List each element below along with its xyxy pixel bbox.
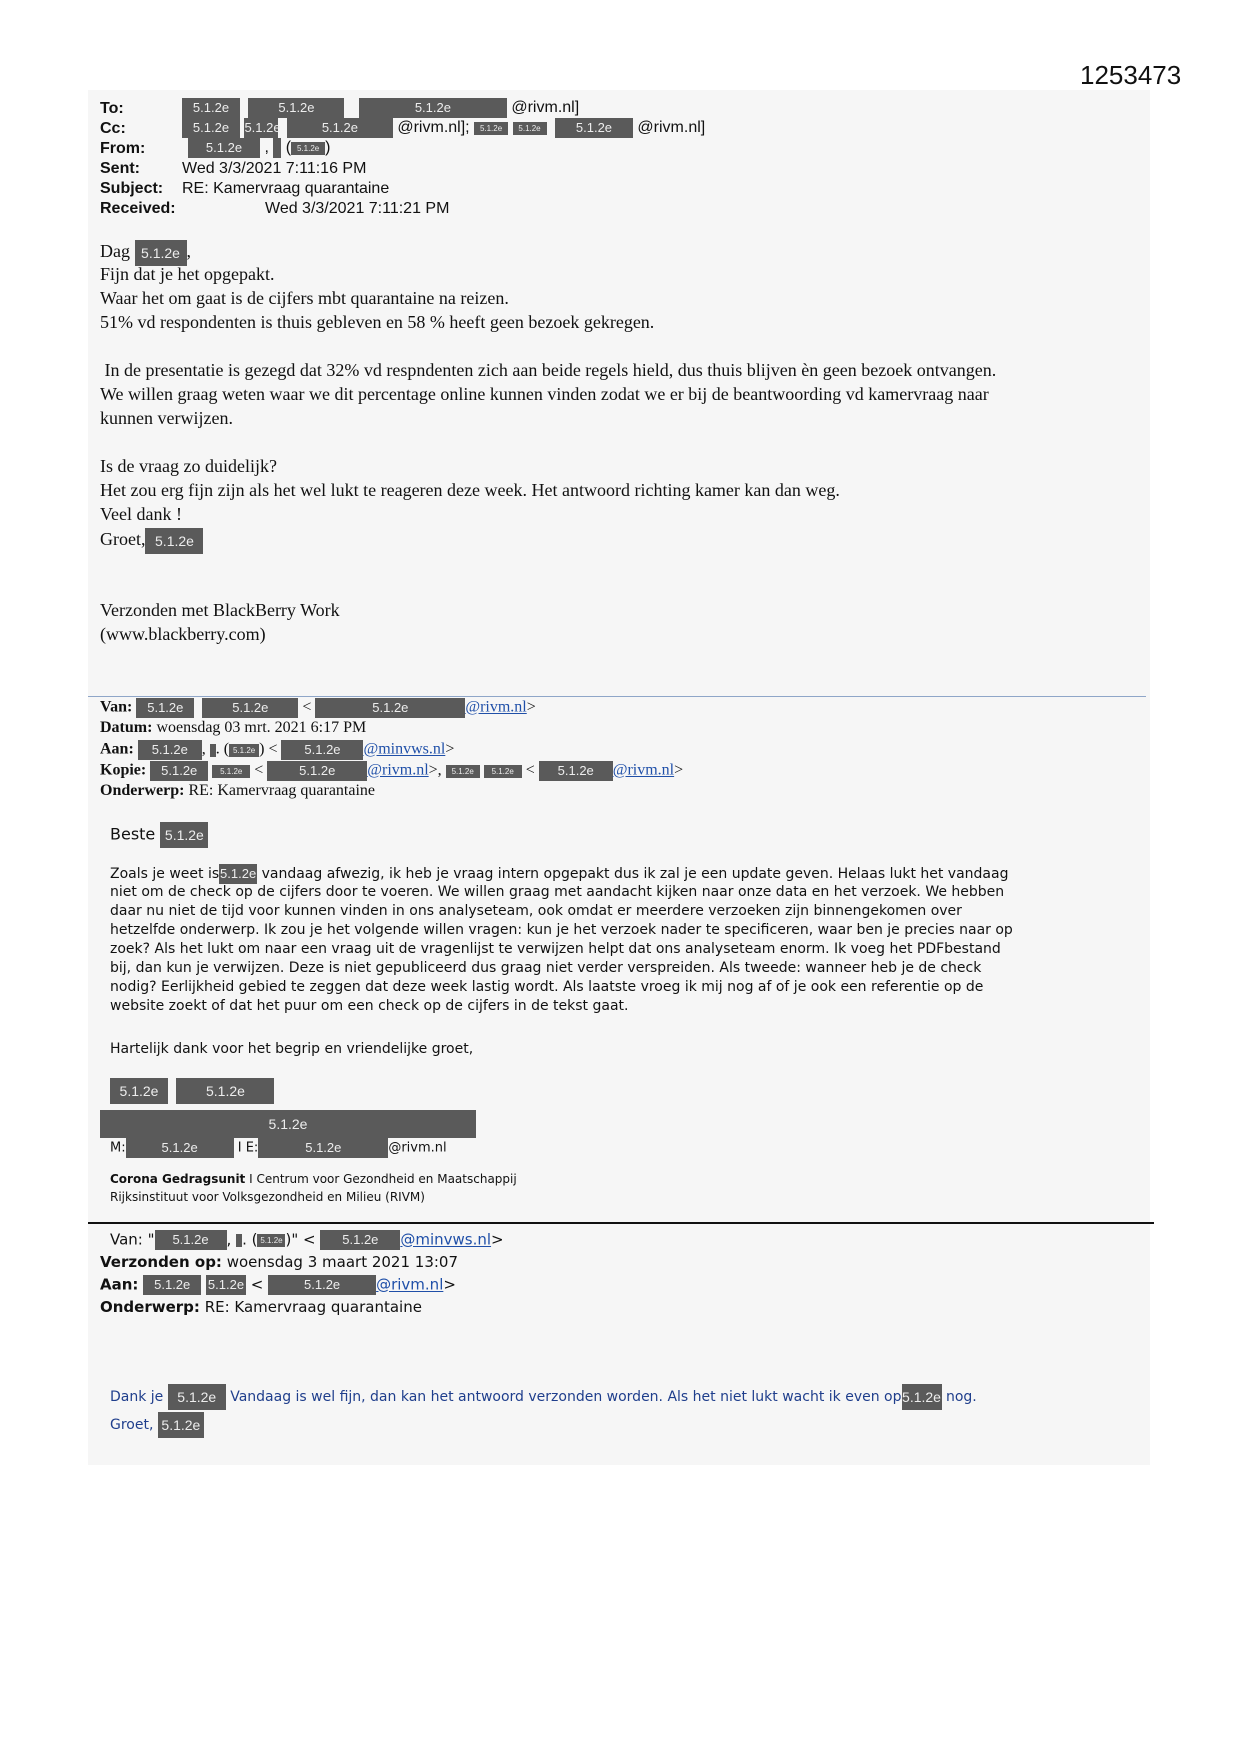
cc-value bbox=[182, 118, 705, 138]
aan-row-3: Aan: 5.1.2e 5.1.2e < 5.1.2e @rivm.nl> bbox=[100, 1275, 456, 1294]
redaction-box bbox=[236, 1234, 242, 1247]
redaction-box: 5.1.2e bbox=[446, 765, 480, 778]
van-row: Van: 5.1.2e 5.1.2e < 5.1.2e @rivm.nl> bbox=[100, 698, 536, 718]
from-value: 5.1.2e , ( 5.1.2e ) bbox=[182, 138, 330, 158]
body-line: Waar het om gaat is de cijfers mbt quarantaine na reizen. bbox=[100, 288, 509, 308]
body-line: daar nu niet de tijd voor kunnen vinden in ons analyseteam, ook omdat er meerdere verzoeken zijn binnengekomen over bbox=[110, 903, 962, 919]
redaction-box: 5.1.2e bbox=[110, 1078, 168, 1104]
redaction-box: 5.1.2e bbox=[145, 528, 203, 554]
body-line: bij, dan kun je verwijzen. Deze is niet gepubliceerd dus graag niet verder verspreiden. Als tweede: wanneer heb je de check bbox=[110, 960, 982, 976]
to-label: To: bbox=[100, 100, 124, 117]
aan3-email-link[interactable]: @rivm.nl bbox=[376, 1275, 444, 1294]
cc-domain-1: @rivm.nl]; bbox=[397, 119, 470, 137]
sent-label: Sent: bbox=[100, 160, 140, 177]
signature-title bbox=[100, 1110, 476, 1138]
redaction-box: 5.1.2e bbox=[168, 1384, 226, 1410]
signature-org: Corona Gedragsunit I Centrum voor Gezondheid en Maatschappij bbox=[110, 1172, 517, 1186]
document-number: 1253473 bbox=[1080, 60, 1182, 90]
signoff: Groet, 5.1.2e bbox=[100, 528, 203, 554]
redaction-box: 5.1.2e bbox=[291, 142, 325, 155]
redaction-box: 5.1.2e bbox=[202, 698, 298, 718]
redaction-box: 5.1.2e bbox=[155, 1230, 227, 1250]
subject-value: RE: Kamervraag quarantaine bbox=[182, 180, 390, 197]
subject-label: Subject: bbox=[100, 180, 164, 197]
redaction-box bbox=[273, 138, 281, 158]
body-line: niet om de check op de cijfers door te voeren. We willen graag met aandacht kijken naar onze data en het verzoek. We hebben bbox=[110, 884, 1005, 900]
mobile-signature-url: (www.blackberry.com) bbox=[100, 624, 266, 644]
van-email-link[interactable]: @rivm.nl bbox=[465, 698, 527, 716]
van3-email-link[interactable]: @minvws.nl bbox=[400, 1230, 492, 1249]
salutation: Beste 5.1.2e bbox=[110, 822, 208, 848]
kopie-email-link-2[interactable]: @rivm.nl bbox=[612, 761, 675, 779]
redaction-box: 5.1.2e bbox=[248, 98, 344, 118]
redaction-box: 5.1.2e bbox=[182, 118, 240, 138]
body-line: zoek? Als het lukt om naar een vraag uit de vragenlijst te verwijzen helpt dat ons analyseteam enorm. Ik voeg het PDFbestand bbox=[110, 941, 1001, 957]
body-line: nodig? Eerlijkheid gebied te zeggen dat deze week lastig wordt. Als laatste vroeg ik mij nog af of je ook een referentie op de bbox=[110, 979, 984, 995]
signature-name bbox=[110, 1078, 274, 1104]
sent-value: Wed 3/3/2021 7:11:16 PM bbox=[182, 160, 367, 177]
redaction-box: 5.1.2e bbox=[555, 118, 633, 138]
to-domain: @rivm.nl] bbox=[511, 99, 580, 117]
redaction-box: 5.1.2e bbox=[267, 761, 367, 781]
body-line: Fijn dat je het opgepakt. bbox=[100, 264, 275, 284]
redaction-box: 5.1.2e bbox=[315, 698, 465, 718]
mobile-signature: Verzonden met BlackBerry Work bbox=[100, 600, 340, 620]
reply-body: Dank je 5.1.2e Vandaag is wel fijn, dan kan het antwoord verzonden worden. Als het niet lukt wacht ik even op5.1.2e nog. bbox=[110, 1384, 977, 1410]
redaction-box: 5.1.2e bbox=[100, 1110, 476, 1138]
redaction-box: 5.1.2e bbox=[287, 118, 393, 138]
redaction-box: 5.1.2e bbox=[474, 122, 508, 135]
body-line: In de presentatie is gezegd dat 32% vd respndenten zich aan beide regels hield, dus thuis blijven èn geen bezoek ontvangen. bbox=[100, 360, 997, 380]
aan-email-link[interactable]: @minvws.nl bbox=[363, 740, 446, 758]
separator-line bbox=[88, 1222, 1154, 1224]
redaction-box: 5.1.2e bbox=[158, 1412, 204, 1438]
redaction-box: 5.1.2e bbox=[182, 98, 240, 118]
redaction-box: 5.1.2e bbox=[539, 761, 613, 781]
datum-row: Datum: woensdag 03 mrt. 2021 6:17 PM bbox=[100, 719, 367, 736]
closing: Hartelijk dank voor het begrip en vriendelijke groet, bbox=[110, 1041, 474, 1057]
redaction-box: 5.1.2e bbox=[188, 138, 260, 158]
body-line: website zoekt of dat het puur om een check op de cijfers in de tekst gaat. bbox=[110, 998, 629, 1014]
redaction-box: 5.1.2e bbox=[902, 1384, 942, 1410]
redaction-box: 5.1.2e bbox=[150, 761, 208, 781]
redaction-box: 5.1.2e bbox=[281, 740, 363, 760]
van-row-3: Van: " 5.1.2e , . ( 5.1.2e )" < 5.1.2e @minvws.nl> bbox=[110, 1230, 504, 1249]
redaction-box: 5.1.2e bbox=[320, 1230, 400, 1250]
signature-institute: Rijksinstituut voor Volksgezondheid en Milieu (RIVM) bbox=[110, 1190, 425, 1204]
kopie-email-link-1[interactable]: @rivm.nl bbox=[367, 761, 429, 779]
aan-row: Aan: 5.1.2e , . ( 5.1.2e ) < 5.1.2e @minvws.nl> bbox=[100, 740, 454, 760]
body-line: Zoals je weet is5.1.2e vandaag afwezig, ik heb je vraag intern opgepakt dus ik zal je een update geven. Helaas lukt het vandaag bbox=[110, 866, 1009, 882]
redaction-box: 5.1.2e bbox=[138, 740, 202, 760]
separator-line bbox=[88, 696, 1146, 697]
verzonden-row: Verzonden op: woensdag 3 maart 2021 13:07 bbox=[100, 1253, 459, 1271]
onderwerp-row-3: Onderwerp: RE: Kamervraag quarantaine bbox=[100, 1298, 422, 1316]
body-line: Het zou erg fijn zijn als het wel lukt te reageren deze week. Het antwoord richting kamer kan dan weg. bbox=[100, 480, 840, 500]
redaction-box: 5.1.2e bbox=[143, 1275, 201, 1295]
onderwerp-row: Onderwerp: RE: Kamervraag quarantaine bbox=[100, 782, 376, 799]
greeting: Dag 5.1.2e , bbox=[100, 240, 191, 266]
body-line: Veel dank ! bbox=[100, 504, 182, 524]
redaction-box: 5.1.2e bbox=[229, 744, 259, 757]
redaction-box: 5.1.2e bbox=[257, 1234, 285, 1247]
redaction-box: 5.1.2e bbox=[212, 765, 250, 778]
body-line: kunnen verwijzen. bbox=[100, 408, 233, 428]
kopie-row: Kopie: 5.1.2e 5.1.2e < 5.1.2e @rivm.nl>, 5.1.2e 5.1.2e < 5.1.2e @rivm.nl> bbox=[100, 761, 683, 781]
redaction-box: 5.1.2e bbox=[219, 864, 257, 884]
received-value: Wed 3/3/2021 7:11:21 PM bbox=[265, 200, 450, 217]
body-line: 51% vd respondenten is thuis gebleven en 58 % heeft geen bezoek gekregen. bbox=[100, 312, 655, 332]
body-line: hetzelfde onderwerp. Ik zou je het volgende willen vragen: kun je het verzoek nader te specificeren, waar ben je precies naar op bbox=[110, 922, 1013, 938]
received-label: Received: bbox=[100, 200, 176, 217]
body-line: Is de vraag zo duidelijk? bbox=[100, 456, 277, 476]
to-value bbox=[182, 98, 579, 118]
redaction-box: 5.1.2e bbox=[160, 822, 208, 848]
body-line: We willen graag weten waar we dit percentage online kunnen vinden zodat we er bij de beantwoording vd kamervraag naar bbox=[100, 384, 989, 404]
redaction-box: 5.1.2e bbox=[176, 1078, 274, 1104]
reply-signoff: Groet, 5.1.2e bbox=[110, 1412, 204, 1438]
redaction-box bbox=[210, 744, 216, 757]
signature-contact: M: 5.1.2e I E: 5.1.2e @rivm.nl bbox=[110, 1138, 447, 1158]
redaction-box: 5.1.2e bbox=[135, 240, 187, 266]
redaction-box: 5.1.2e bbox=[244, 118, 278, 138]
redaction-box: 5.1.2e bbox=[136, 698, 194, 718]
redaction-box: 5.1.2e bbox=[268, 1275, 376, 1295]
redaction-box: 5.1.2e bbox=[484, 765, 522, 778]
cc-domain-2: @rivm.nl] bbox=[637, 119, 706, 137]
redaction-box: 5.1.2e bbox=[359, 98, 507, 118]
cc-label: Cc: bbox=[100, 120, 126, 137]
redaction-box: 5.1.2e bbox=[258, 1138, 388, 1158]
from-label: From: bbox=[100, 140, 146, 157]
redaction-box: 5.1.2e bbox=[206, 1275, 246, 1295]
redaction-box: 5.1.2e bbox=[126, 1138, 234, 1158]
redaction-box: 5.1.2e bbox=[513, 122, 547, 135]
